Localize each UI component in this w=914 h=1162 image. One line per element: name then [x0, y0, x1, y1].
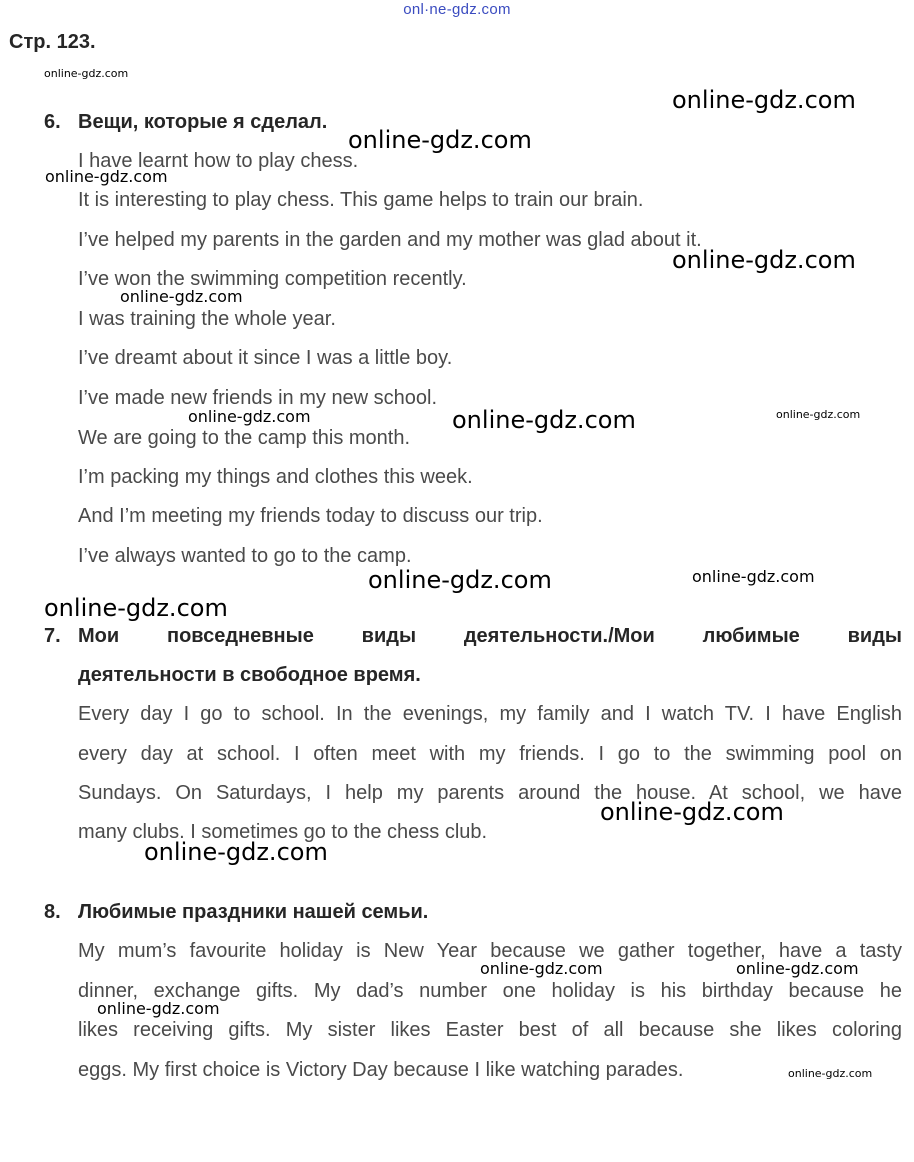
section-6-line: I’m packing my things and clothes this week. — [78, 466, 473, 488]
section-7-line: Every day I go to school. In the evenings, my family and I watch TV. I have English — [78, 703, 902, 725]
watermark: online-gdz.com — [188, 407, 311, 426]
section-6-line: I’ve won the swimming competition recently. — [78, 268, 467, 290]
section-8-line: My mum’s favourite holiday is New Year because we gather together, have a tasty — [78, 940, 902, 962]
section-6-line: It is interesting to play chess. This game helps to train our brain. — [78, 189, 644, 211]
section-6-line: I have learnt how to play chess. — [78, 150, 359, 172]
watermark: online-gdz.com — [776, 408, 861, 421]
section-6-title: Вещи, которые я сделал. — [78, 111, 328, 133]
section-6-line: And I’m meeting my friends today to discuss our trip. — [78, 505, 543, 527]
watermark: online-gdz.com — [736, 959, 859, 978]
section-7-line: Sundays. On Saturdays, I help my parents around the house. At school, we have — [78, 782, 902, 804]
watermark: online-gdz.com — [120, 287, 243, 306]
watermark: online-gdz.com — [45, 167, 168, 186]
watermark: online-gdz.com — [348, 126, 532, 154]
section-7-number: 7. — [44, 625, 61, 647]
watermark: online-gdz.com — [44, 67, 129, 80]
section-7-title: Мои повседневные виды деятельности./Мои любимые виды — [78, 625, 902, 647]
watermark: online-gdz.com — [672, 86, 856, 114]
section-6-line: I’ve made new friends in my new school. — [78, 387, 438, 409]
watermark: online-gdz.com — [480, 959, 603, 978]
section-8-title: Любимые праздники нашей семьи. — [78, 901, 429, 923]
section-6-line: I’ve helped my parents in the garden and my mother was glad about it. — [78, 229, 702, 251]
page-reference: Стр. 123. — [9, 31, 96, 53]
watermark: online-gdz.com — [692, 567, 815, 586]
section-8-line: likes receiving gifts. My sister likes Easter best of all because she likes coloring — [78, 1019, 902, 1041]
watermark: online-gdz.com — [97, 999, 220, 1018]
watermark: online-gdz.com — [788, 1067, 873, 1080]
watermark: online-gdz.com — [44, 594, 228, 622]
watermark: online-gdz.com — [368, 566, 552, 594]
section-7-line: every day at school. I often meet with my friends. I go to the swimming pool on — [78, 743, 902, 765]
watermark: online-gdz.com — [144, 838, 328, 866]
section-6-number: 6. — [44, 111, 61, 133]
watermark: online-gdz.com — [600, 798, 784, 826]
section-8-line: eggs. My first choice is Victory Day because I like watching parades. — [78, 1059, 684, 1081]
watermark: online-gdz.com — [672, 246, 856, 274]
watermark: online-gdz.com — [452, 406, 636, 434]
section-7-line: many clubs. I sometimes go to the chess club. — [78, 821, 488, 843]
section-6-line: I was training the whole year. — [78, 308, 336, 330]
section-8-line: dinner, exchange gifts. My dad’s number one holiday is his birthday because he — [78, 980, 902, 1002]
section-6-line: I’ve dreamt about it since I was a little boy. — [78, 347, 453, 369]
section-6-line: I’ve always wanted to go to the camp. — [78, 545, 412, 567]
section-7-title-cont: деятельности в свободное время. — [78, 664, 421, 686]
top-watermark: onl·ne-gdz.com — [403, 1, 511, 18]
section-6-line: We are going to the camp this month. — [78, 427, 411, 449]
section-8-number: 8. — [44, 901, 61, 923]
